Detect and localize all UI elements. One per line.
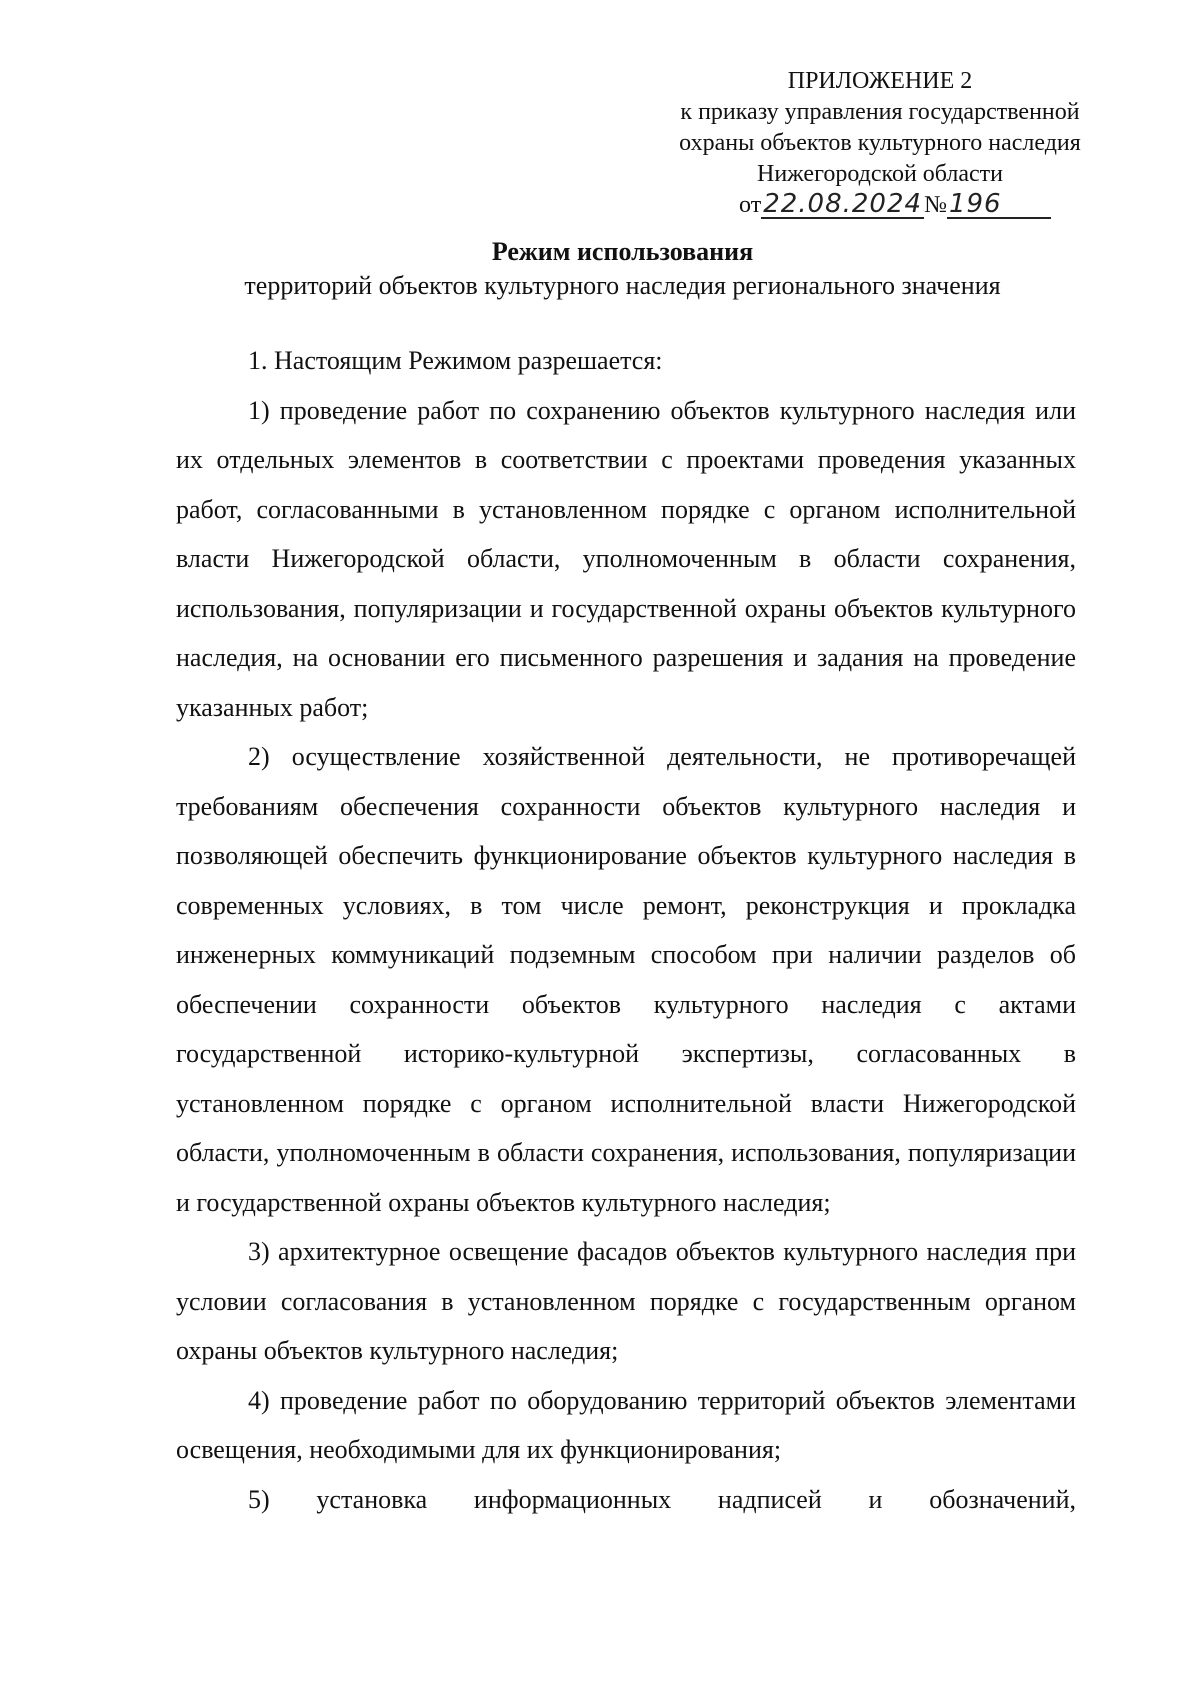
paragraph-intro: 1. Настоящим Режимом разрешается:: [248, 346, 663, 375]
order-reference-line-1: к приказу управления государственной: [680, 99, 1080, 125]
order-reference-line-3: Нижегородской области: [756, 161, 1004, 187]
handwritten-date: 22.08.2024: [763, 189, 923, 219]
appendix-header: [660, 66, 1100, 221]
document-title: Режим использования: [491, 237, 754, 266]
appendix-number: ПРИЛОЖЕНИЕ 2: [787, 68, 973, 94]
order-reference-line-2: охраны объектов культурного наследия: [679, 130, 1081, 156]
paragraph-item-1: 1) проведение работ по сохранению объектов культурного наследия или их отдельных элементов в соответствии с проектами проведения указанных работ, согласованными в установленном порядке с органом исполнительной власти Нижегородской области, уполномоченным в области сохранения, использования, популяризации и государственной охраны объектов культурного наследия, на основании его письменного разрешения и задания на проведение указанных работ;: [176, 395, 1076, 722]
document-body: [176, 336, 1076, 1524]
paragraph-item-3: 3) архитектурное освещение фасадов объектов культурного наследия при условии согласования в установленном порядке с государственным органом охраны объектов культурного наследия;: [176, 1237, 1076, 1365]
document-subtitle: территорий объектов культурного наследия регионального значения: [244, 271, 1001, 300]
paragraph-item-2: 2) осуществление хозяйственной деятельности, не противоречащей требованиям обеспечения сохранности объектов культурного наследия и позволяющей обеспечить функционирование объектов культурного наследия в современных условиях, в том числе ремонт, реконструкция и прокладка инженерных коммуникаций подземным способом при наличии разделов об обеспечении сохранности объектов культурного наследия с актами государственной историко-культурной экспертизы, согласованных в установленном порядке с органом исполнительной власти Нижегородской области, уполномоченным в области сохранения, использования, популяризации и государственной охраны объектов культурного наследия;: [176, 742, 1076, 1217]
paragraph-item-5: 5) установка информационных надписей и обозначений,: [248, 1484, 1076, 1514]
date-prefix: от: [739, 192, 762, 218]
paragraph-item-4: 4) проведение работ по оборудованию территорий объектов элементами освещения, необходимыми для их функционирования;: [176, 1385, 1076, 1464]
handwritten-number: 196: [947, 191, 1051, 219]
order-date-line: [690, 190, 1100, 221]
number-prefix: №: [924, 192, 947, 218]
